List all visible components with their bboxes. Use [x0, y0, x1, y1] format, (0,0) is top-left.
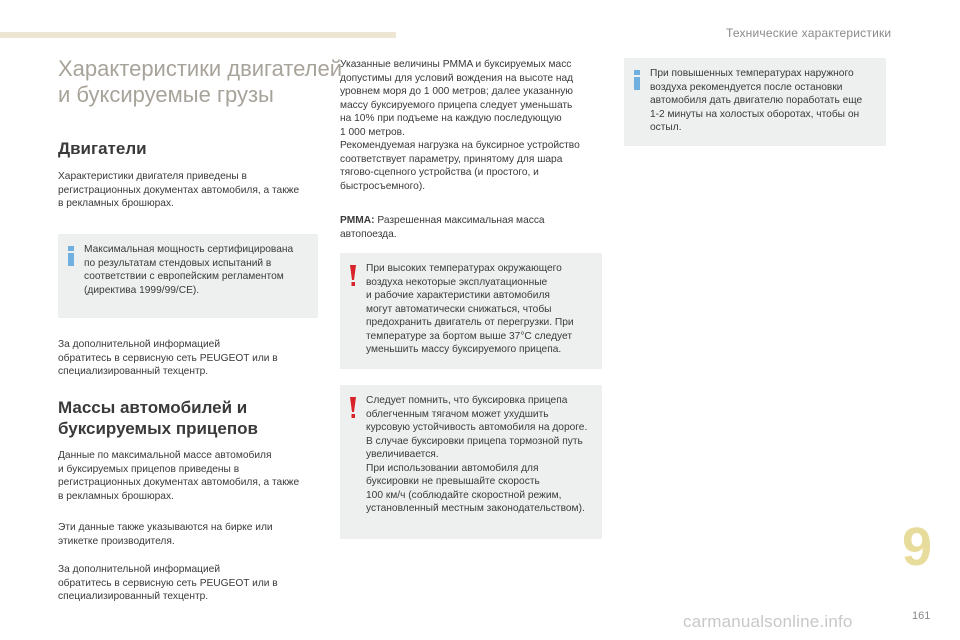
info-icon [631, 70, 643, 90]
engines-more-info: За дополнительной информацией обратитесь в сервисную сеть PEUGEOT или в специализированный техцентр. [58, 339, 278, 377]
pmma-label: PMMA: [340, 215, 375, 226]
engines-heading: Двигатели [58, 139, 147, 158]
watermark: carmanualsonline.info [683, 612, 853, 631]
warning-box-towing [340, 385, 602, 539]
page-title: Характеристики двигателей и буксируемые грузы [58, 56, 343, 107]
engines-info-box [58, 234, 318, 318]
warning-text-towing: Следует помнить, что буксировка прицепа облегченным тягачом может ухудшить курсовую устойчивость автомобиля на дороге. В случае буксировки прицепа тормозной путь увеличивается. При использовании автомобиля для буксировки не превышайте скорость 100 км/ч (соблюдайте скоростной режим, установленный местным законодательством). [366, 395, 588, 514]
warning-icon [349, 397, 357, 419]
masses-p3: За дополнительной информацией обратитесь в сервисную сеть PEUGEOT или в специализированный техцентр. [58, 564, 278, 602]
warning-icon [349, 265, 357, 287]
chapter-number: 9 [902, 517, 933, 577]
pmma-definition [340, 214, 610, 241]
engines-info-text: Максимальная мощность сертифицирована по результатам стендовых испытаний в соответствии с европейским регламентом (директива 1999/99/CE). [84, 244, 294, 296]
info-text-engine-cooling: При повышенных температурах наружного воздуха рекомендуется после остановки автомобиля дать двигателю поработать еще 1-2 минуты на холостых оборотах, чтобы он остыл. [650, 68, 863, 133]
info-icon [65, 246, 77, 266]
warning-text-temperature: При высоких температурах окружающего воздуха некоторые эксплуатационные и рабочие характеристики автомобиля могут автоматически снижаться, чтобы предохранить двигатель от перегрузки. При температуре за бортом выше 37°C следует уменьшить массу буксируемого прицепа. [366, 263, 574, 355]
altitude-towing-text: Указанные величины PMMA и буксируемых масс допустимы для условий вождения на высоте над уровнем моря до 1 000 метров; далее указанную массу буксируемого прицепа следует уменьшать на 10% при подъеме на каждую последующую 1 000 метров. Рекомендуемая нагрузка на буксирное устройство соответствует параметру, принятому для шара тягово-сцепного устройства (и простого, и быстросъемного). [340, 59, 580, 192]
engines-intro: Характеристики двигателя приведены в регистрационных документах автомобиля, а также в рекламных брошюрах. [58, 171, 300, 209]
page-number: 161 [912, 610, 931, 622]
info-box-engine-cooling [624, 58, 886, 146]
warning-box-temperature [340, 253, 602, 369]
top-decorative-bar [0, 32, 396, 38]
section-header: Технические характеристики [726, 26, 892, 40]
masses-heading: Массы автомобилей и буксируемых прицепов [58, 398, 258, 438]
masses-p1: Данные по максимальной массе автомобиля и буксируемых прицепов приведены в регистрационных документах автомобиля, а также в рекламных брошюрах. [58, 450, 300, 502]
masses-p2: Эти данные также указываются на бирке или этикетке производителя. [58, 522, 273, 547]
pmma-text: Разрешенная максимальная масса автопоезда. [340, 215, 545, 240]
